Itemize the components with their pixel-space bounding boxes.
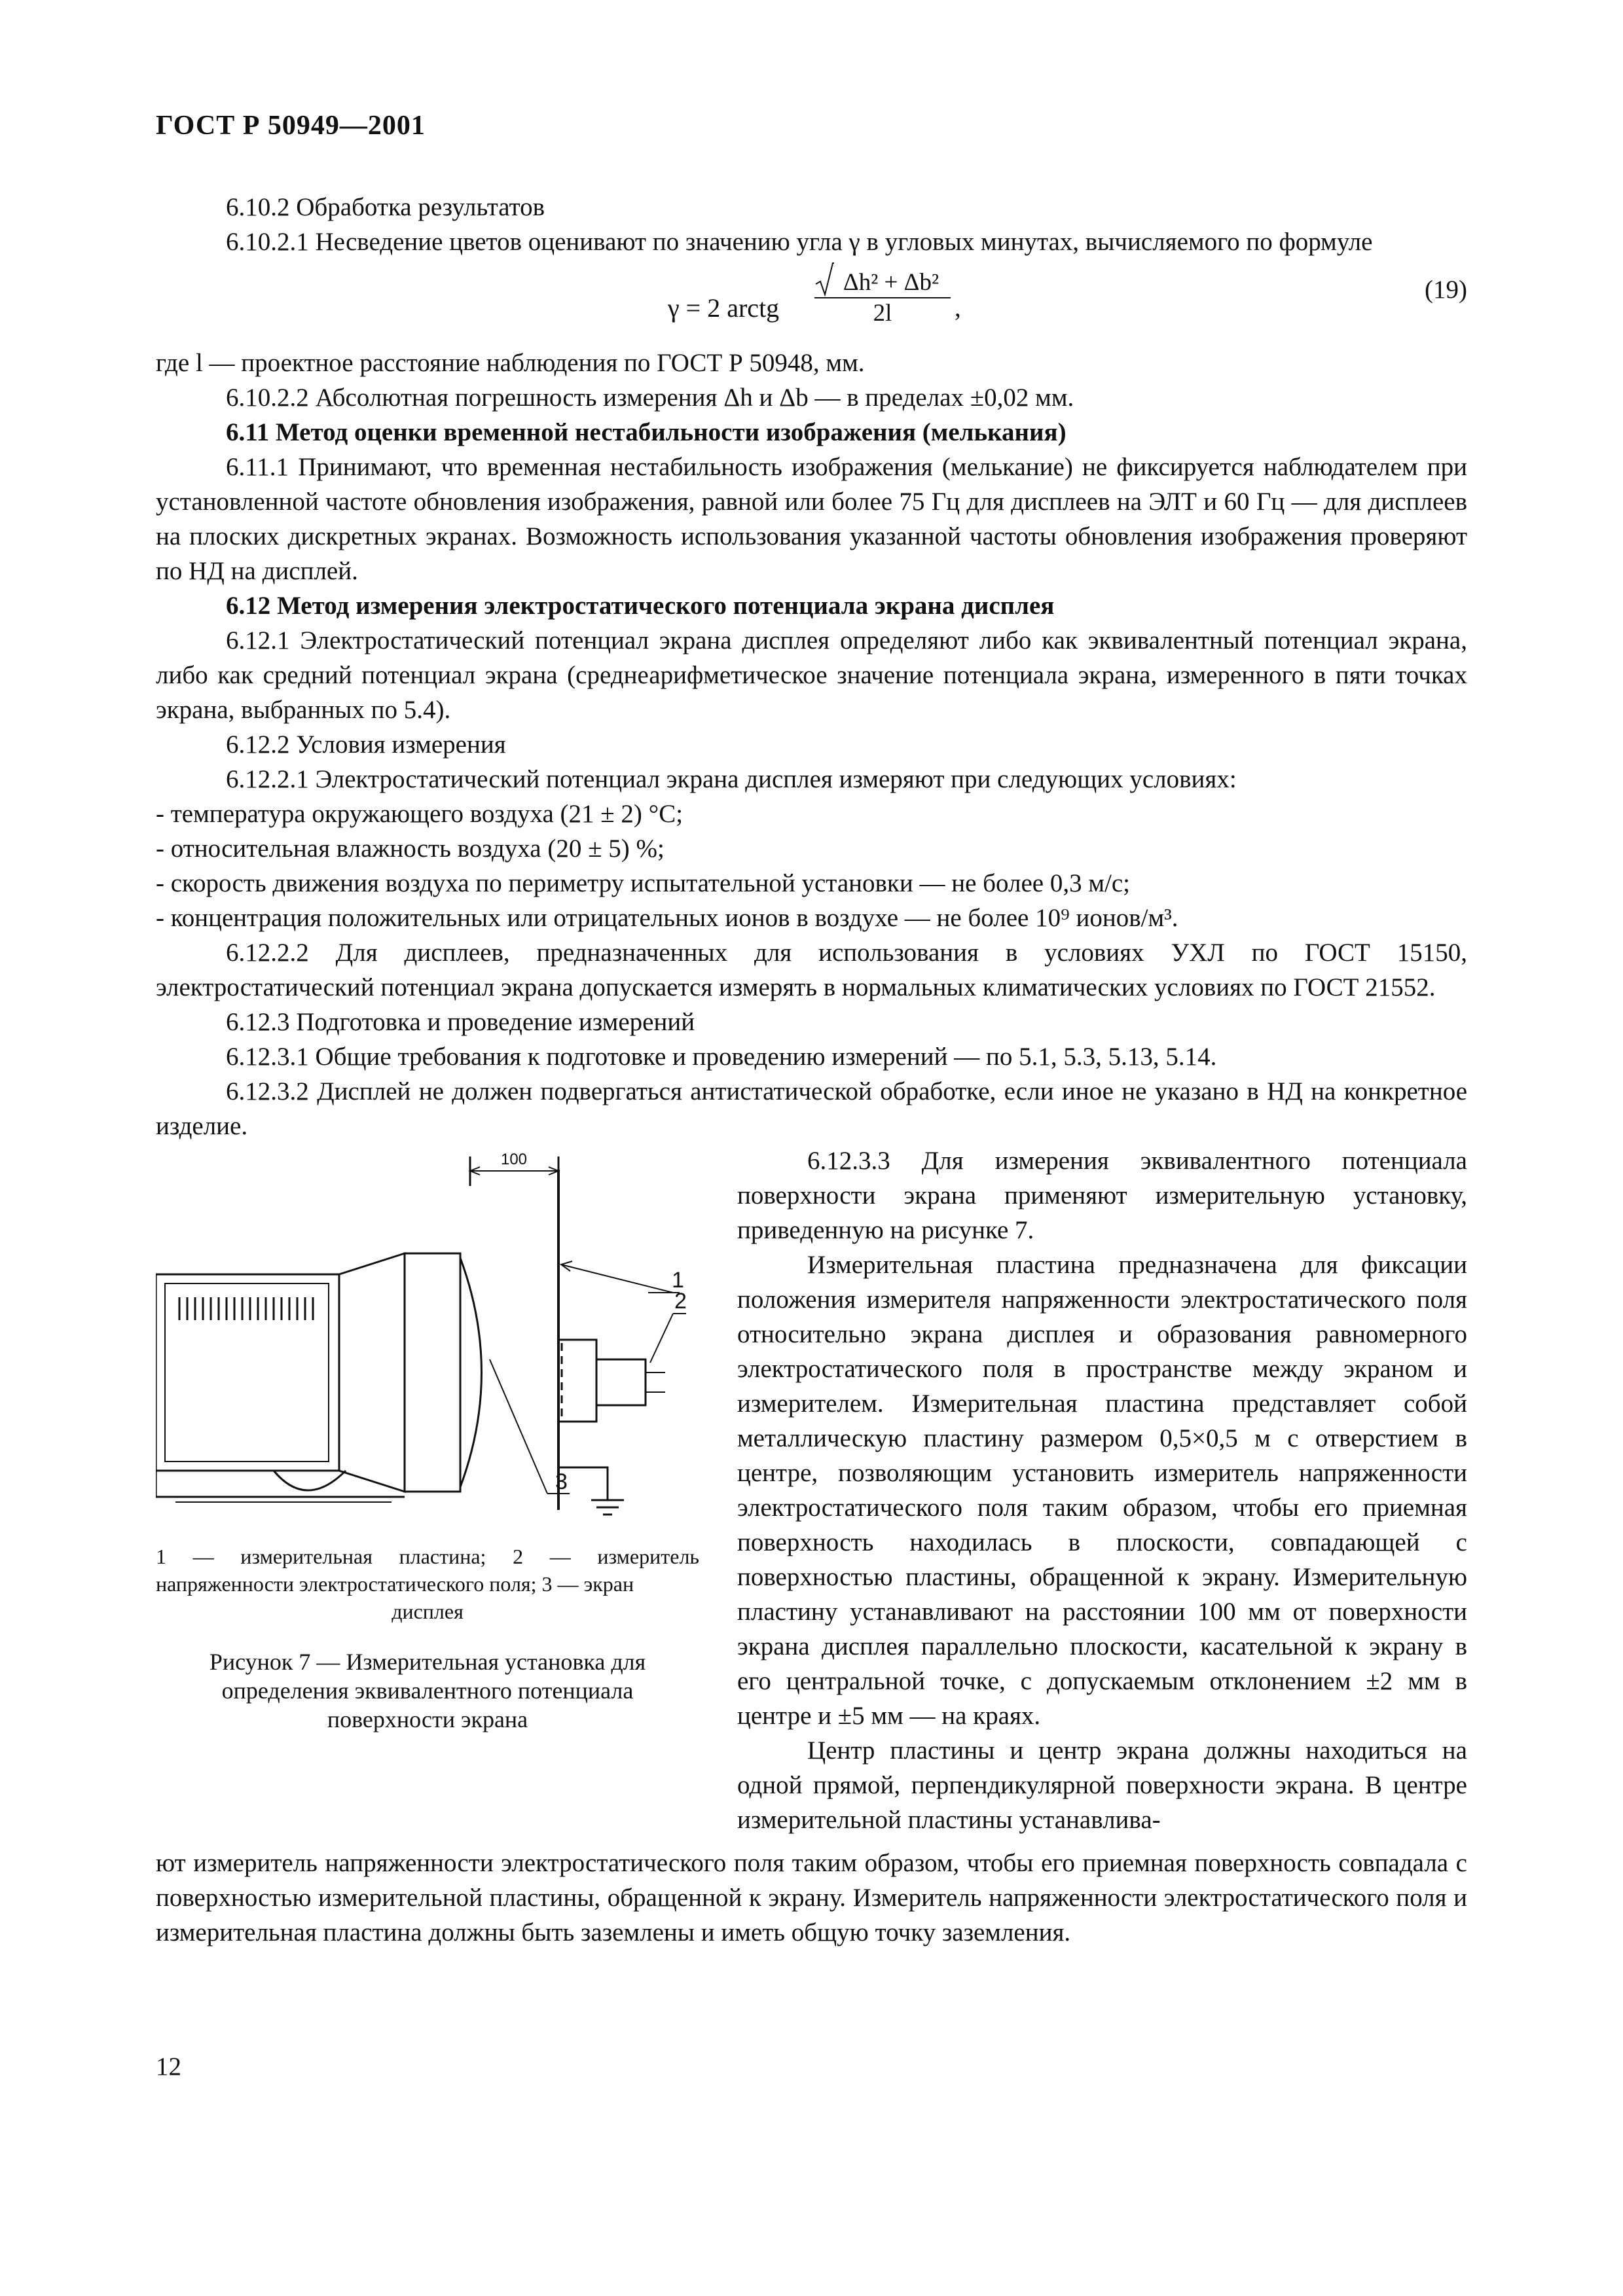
condition-item: - относительная влажность воздуха (20 ± 5) %; — [156, 834, 665, 863]
figure-label-3: 3 — [555, 1469, 568, 1494]
figure-label-1: 1 — [672, 1268, 684, 1293]
formula-denominator: 2l — [873, 300, 892, 327]
dimension-label: 100 — [500, 1151, 528, 1168]
formula-comma: , — [955, 294, 961, 322]
section-6-12-3-1: 6.12.3.1 Общие требования к подготовке и проведению измерений — по 5.1, 5.3, 5.13, 5.14. — [226, 1043, 1217, 1071]
right-column-text — [737, 1143, 1467, 1837]
center-paragraph-start: Центр пластины и центр экрана должны находиться на одной прямой, перпендикулярной поверхности экрана. В центре измерительной пластины устанавлива- — [737, 1736, 1467, 1834]
legend-line: дисплея — [392, 1600, 464, 1623]
formula-where: где l — проектное расстояние наблюдения по ГОСТ Р 50948, мм. — [156, 349, 865, 377]
section-6-11-1: 6.11.1 Принимают, что временная нестабильность изображения (мелькание) не фиксируется наблюдателем при установленной частоте обновления изображения, равной или более 75 Гц для дисплеев на ЭЛТ и 60 Гц — для дисплеев на плоских дискретных экранах. Возможность использования указанной частоты обновления изображения проверяют по НД на дисплей. — [156, 453, 1467, 585]
section-6-10-2-1: 6.10.2.1 Несведение цветов оценивают по значению угла γ в угловых минутах, вычисляемого по формуле — [226, 228, 1373, 256]
section-6-12-2-2: 6.12.2.2 Для дисплеев, предназначенных для использования в условиях УХЛ по ГОСТ 15150, электростатический потенциал экрана допускается измерять в нормальных климатических условиях по ГОСТ 21552. — [156, 939, 1467, 1001]
page-number: 12 — [156, 2053, 181, 2081]
formula-number: (19) — [1425, 276, 1467, 304]
condition-item: - концентрация положительных или отрицательных ионов в воздухе — не более 10⁹ ионов/м³. — [156, 904, 1178, 932]
standard-header: ГОСТ Р 50949—2001 — [156, 111, 426, 141]
figure-7 — [156, 1143, 712, 1846]
sqrt-icon — [814, 262, 834, 297]
heading-6-12: 6.12 Метод измерения электростатического потенциала экрана дисплея — [226, 592, 1055, 620]
formula-numerator: Δh² + Δb² — [814, 262, 951, 298]
condition-item: - скорость движения воздуха по периметру испытательной установки — не более 0,3 м/с; — [156, 869, 1130, 897]
section-6-12-3: 6.12.3 Подготовка и проведение измерений — [226, 1008, 695, 1036]
figure-caption: Рисунок 7 — Измерительная установка для определения эквивалентного потенциала поверхности экрана — [209, 1649, 646, 1732]
section-6-10-2: 6.10.2 Обработка результатов — [226, 193, 545, 221]
legend-line: 1 — измерительная пластина; 2 — измеритель напряженности электростатического поля; 3 — экран — [156, 1545, 699, 1596]
section-6-12-3-3: 6.12.3.3 Для измерения эквивалентного потенциала поверхности экрана применяют измерительную установку, приведенную на рисунке 7. — [737, 1147, 1467, 1244]
section-6-12-2-1: 6.12.2.1 Электростатический потенциал экрана дисплея измеряют при следующих условиях: — [226, 765, 1237, 793]
plate-purpose-paragraph: Измерительная пластина предназначена для фиксации положения измерителя напряженности электростатического поля относительно экрана дисплея и образования равномерного электростатического поля в пространстве между экраном и измерителем. Измерительная пластина представляет собой металлическую пластину размером 0,5×0,5 м с отверстием в центре, позволяющим установить измеритель напряженности электростатического поля таким образом, чтобы его приемная поверхность находилась в плоскости, совпадающей с поверхностью пластины, обращенной к экрану. Измерительную пластину устанавливают на расстоянии 100 мм от поверхности экрана дисплея параллельно плоскости, касательной к экрану в его центральной точке, с допускаемым отклонением ±2 мм в центре и ±5 мм — на краях. — [737, 1251, 1467, 1730]
section-6-12-3-2: 6.12.3.2 Дисплей не должен подвергаться антистатической обработке, если иное не указано в НД на конкретное изделие. — [156, 1077, 1467, 1140]
center-paragraph-end: ют измеритель напряженности электростатического поля таким образом, чтобы его приемная поверхность совпадала с поверхностью измерительной пластины, обращенной к экрану. Измеритель напряженности электростатического поля и измерительная пластина должны быть заземлены и иметь общую точку заземления. — [156, 1849, 1467, 1946]
measurement-setup-diagram — [156, 1143, 712, 1536]
formula-fraction — [814, 262, 951, 329]
figure-and-text — [156, 1143, 1467, 1846]
figure-label-2: 2 — [674, 1289, 687, 1314]
formula-19 — [156, 262, 1467, 344]
condition-item: - температура окружающего воздуха (21 ± 2) °С; — [156, 800, 684, 828]
section-6-12-2: 6.12.2 Условия измерения — [226, 730, 506, 759]
section-6-10-2-2: 6.10.2.2 Абсолютная погрешность измерения Δh и Δb — в пределах ±0,02 мм. — [226, 384, 1074, 412]
formula-left: γ = 2 arctg — [668, 293, 780, 323]
section-6-12-1: 6.12.1 Электростатический потенциал экрана дисплея определяют либо как эквивалентный потенциал экрана, либо как средний потенциал экрана (среднеарифметическое значение потенциала экрана, измеренного в пяти точках экрана, выбранных по 5.4). — [156, 626, 1467, 724]
figure-legend — [156, 1543, 699, 1625]
main-text — [156, 190, 1467, 1950]
heading-6-11: 6.11 Метод оценки временной нестабильности изображения (мелькания) — [226, 418, 1067, 446]
